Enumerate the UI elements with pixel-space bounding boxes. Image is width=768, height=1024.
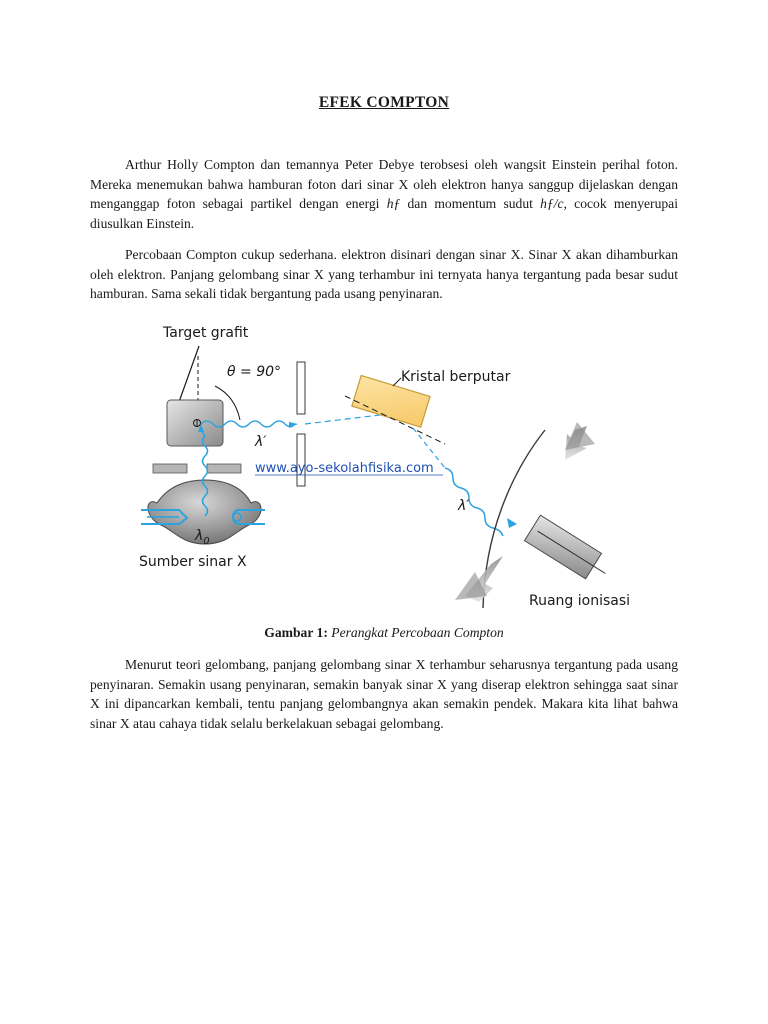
rotation-arrow-down	[455, 556, 503, 602]
label-lambda-0: $\lambda_0$	[195, 528, 210, 547]
detector-track-arc	[483, 430, 545, 608]
label-kristal-berputar: Kristal berputar	[401, 369, 511, 385]
diffracted-beam	[445, 468, 503, 536]
paragraph-intro-text-b: dan momentum sudut	[400, 196, 541, 212]
target-pointer-line	[179, 346, 199, 402]
figure-caption	[0, 625, 768, 641]
compton-figure	[135, 318, 635, 614]
collimator-left	[153, 464, 187, 473]
rotation-arrow-up	[565, 422, 595, 460]
label-sumber-sinar-x: Sumber sinar X	[139, 554, 247, 570]
paragraph-intro	[90, 155, 678, 233]
slit-plate-top	[297, 362, 305, 414]
watermark-url: www.ayo-sekolahfisika.com	[255, 461, 434, 476]
caption-label: Gambar 1:	[264, 625, 328, 640]
collimator-right	[207, 464, 241, 473]
label-lambda-prime-1: λ′	[255, 434, 267, 450]
paragraph-experiment: Percobaan Compton cukup sederhana. elektron disinari dengan sinar X. Sinar X akan dihamburkan oleh elektron. Panjang gelombang sinar X yang terhambur ini ternyata hanya tergantung pada besar sudut hamburan. Sama sekali tidak bergantung pada usang penyinaran.	[90, 247, 678, 302]
label-ruang-ionisasi: Ruang ionisasi	[529, 593, 631, 609]
momentum-symbol: hƒ/c	[540, 196, 564, 212]
xray-source-tube	[148, 480, 261, 544]
paragraph-intro-text-a: Arthur Holly Compton dan temannya Peter Debye terobsesi oleh wangsit Einstein perihal foton. Mereka menemukan bahwa hamburan foton dari sinar X oleh elektron hanya sanggup dijelaskan dengan menganggap foton sebagai partikel dengan energi	[90, 157, 678, 212]
target-block	[167, 400, 223, 446]
label-theta: θ = 90°	[227, 364, 282, 380]
label-lambda-prime-2: λ′	[458, 498, 470, 514]
label-target-grafit: Target grafit	[163, 325, 249, 341]
paragraph-wave-theory: Menurut teori gelombang, panjang gelombang sinar X terhambur seharusnya tergantung pada usang penyinaran. Semakin usang penyinaran, semakin banyak sinar X yang diserap elektron sehingga saat sinar X ini dipancarkan kembali, tentu panjang gelombangnya akan semakin pendek. Makara kita lihat bahwa sinar X atau cahaya tidak selalu berkelakuan sebagai gelombang.	[90, 657, 678, 731]
energy-symbol: hƒ	[386, 196, 401, 212]
ionization-chamber	[525, 515, 614, 586]
caption-text: Perangkat Percobaan Compton	[331, 625, 504, 640]
compton-diagram	[135, 318, 635, 614]
page-title: EFEK COMPTON	[318, 94, 450, 111]
slit-plate-bottom	[297, 434, 305, 486]
paragraph-intro-text-c: , cocok menyerupai diusulkan Einstein.	[90, 196, 678, 231]
